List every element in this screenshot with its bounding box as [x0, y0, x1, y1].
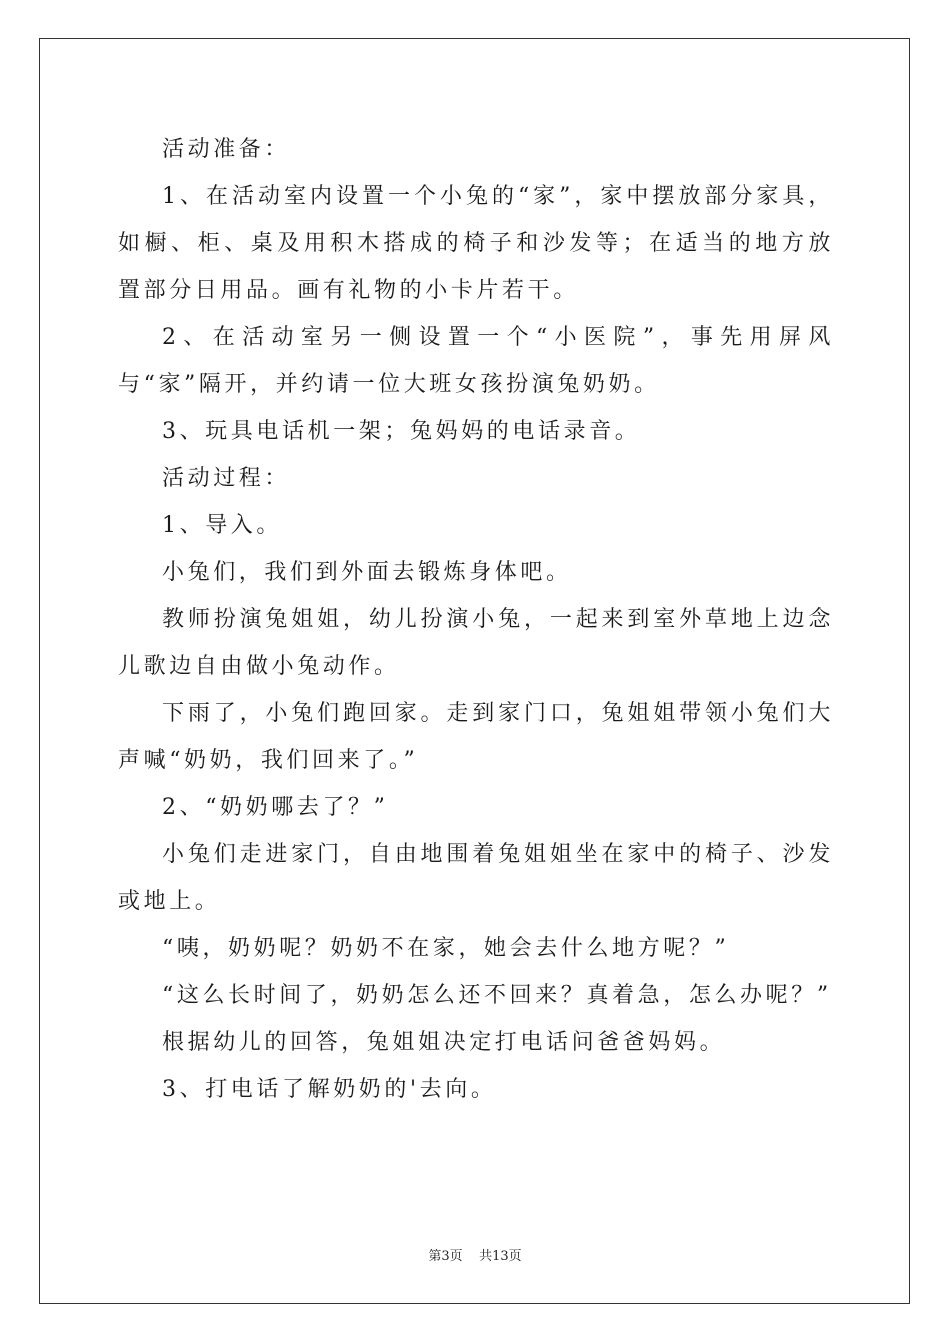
- document-body: [118, 126, 834, 1113]
- paragraph: 根据幼儿的回答，兔姐姐决定打电话问爸爸妈妈。: [162, 1030, 726, 1055]
- paragraph: 活动过程：: [162, 466, 291, 491]
- page-total: 共13页: [479, 1249, 522, 1264]
- paragraph: “咦，奶奶呢？奶奶不在家，她会去什么地方呢？”: [162, 936, 730, 961]
- paragraph: 教师扮演兔姐姐，幼儿扮演小兔，一起来到室外草地上边念儿歌边自由做小兔动作。: [118, 607, 834, 679]
- page-number: 第3页: [428, 1249, 463, 1264]
- paragraph: 3、打电话了解奶奶的'去向。: [162, 1077, 497, 1102]
- paragraph: “这么长时间了，奶奶怎么还不回来？真着急，怎么办呢？”: [162, 983, 832, 1008]
- paragraph: 3、玩具电话机一架；兔妈妈的电话录音。: [162, 419, 641, 444]
- paragraph: 小兔们，我们到外面去锻炼身体吧。: [162, 560, 572, 585]
- page-footer: [0, 1245, 950, 1264]
- paragraph: 1、在活动室内设置一个小兔的“家”，家中摆放部分家具，如橱、柜、桌及用积木搭成的椅子和沙发等；在适当的地方放置部分日用品。画有礼物的小卡片若干。: [118, 184, 834, 303]
- paragraph: 2、在活动室另一侧设置一个“小医院”，事先用屏风与“家”隔开，并约请一位大班女孩扮演兔奶奶。: [118, 325, 834, 397]
- paragraph: 小兔们走进家门，自由地围着兔姐姐坐在家中的椅子、沙发或地上。: [118, 842, 834, 914]
- paragraph: 2、“奶奶哪去了？”: [162, 795, 389, 820]
- paragraph: 1、导入。: [162, 513, 282, 538]
- paragraph: 活动准备：: [162, 137, 291, 162]
- paragraph: 下雨了，小兔们跑回家。走到家门口，兔姐姐带领小兔们大声喊“奶奶，我们回来了。”: [118, 701, 834, 773]
